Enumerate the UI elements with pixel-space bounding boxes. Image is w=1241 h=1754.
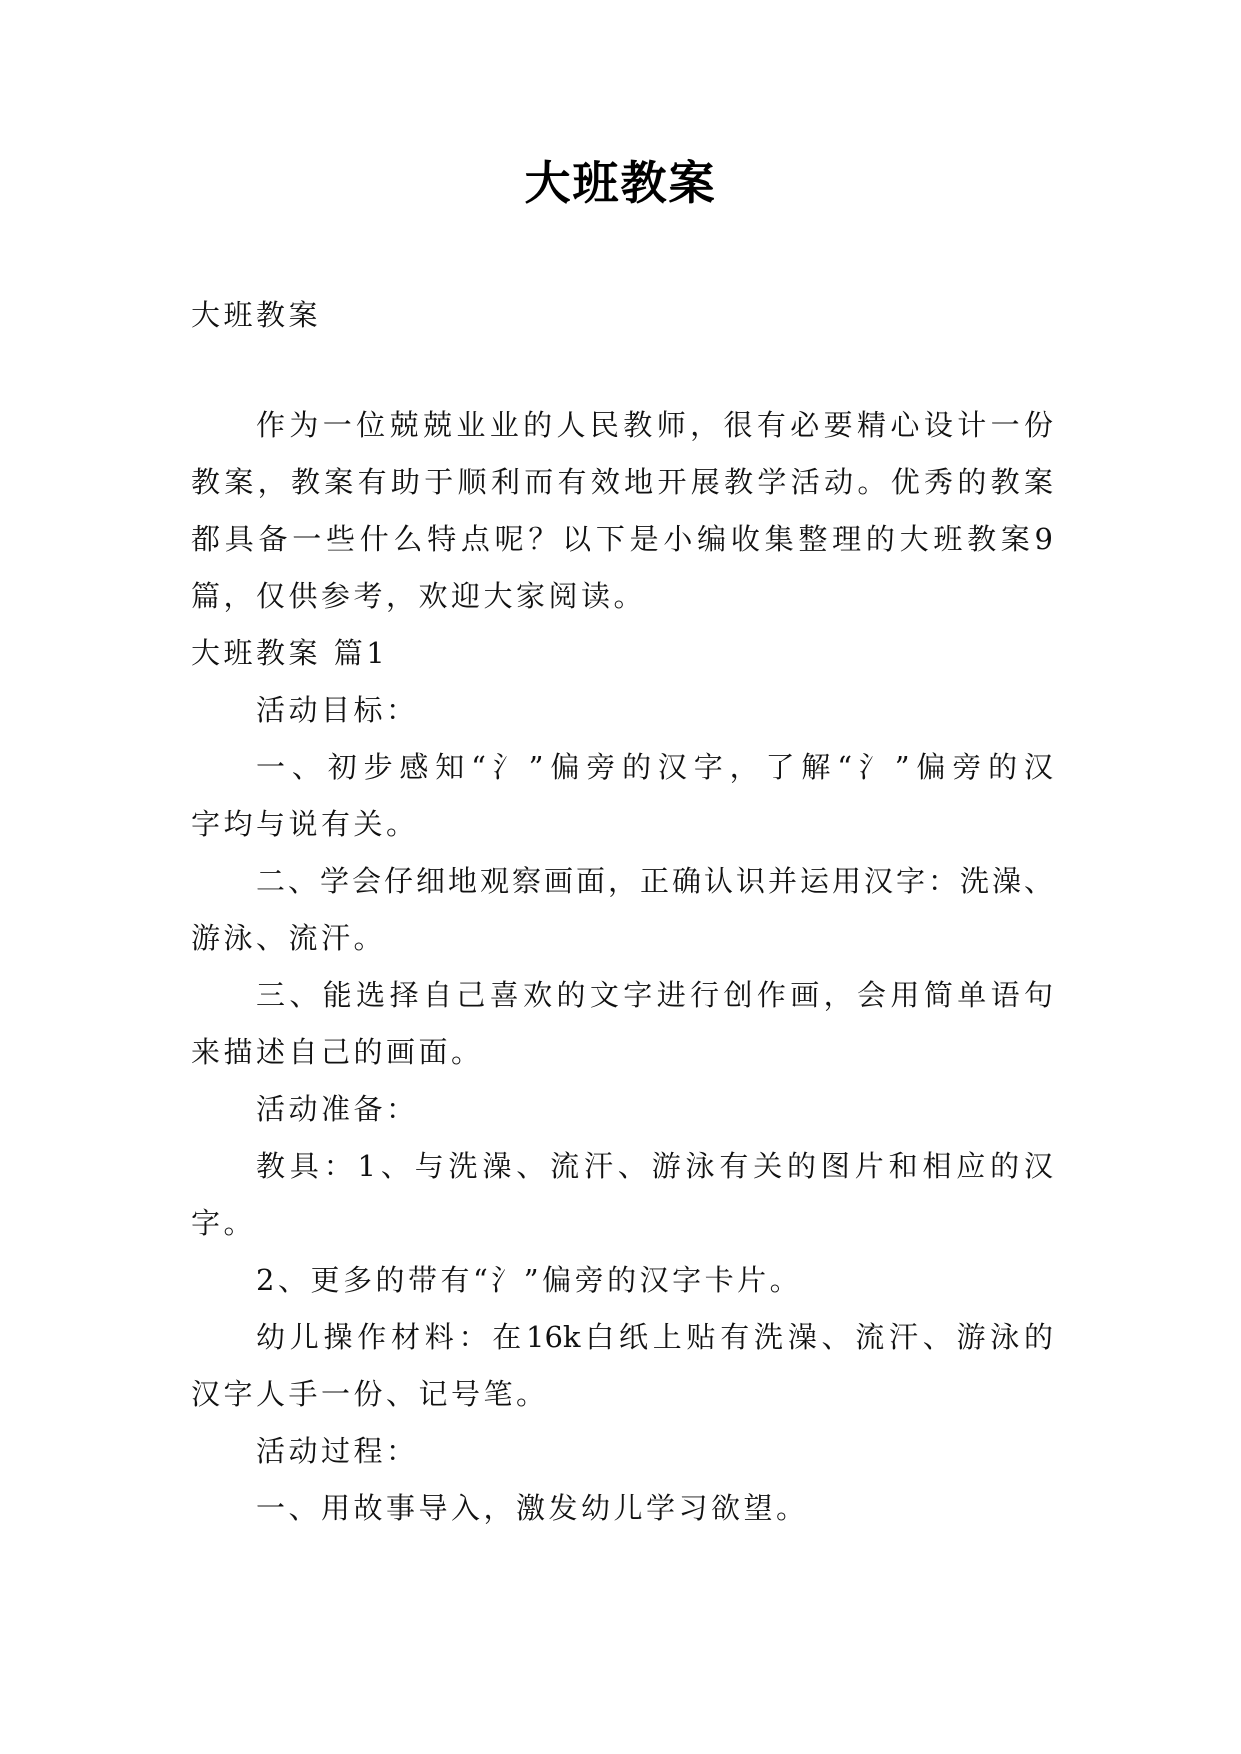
- paragraph-line: 三、能选择自己喜欢的文字进行创作画，会用简单语句: [256, 978, 1053, 1012]
- paragraph-line: 字。: [191, 1206, 257, 1240]
- document-subtitle: 大班教案: [191, 298, 322, 332]
- paragraph-line: 都具备一些什么特点呢？以下是小编收集整理的大班教案9: [191, 522, 1053, 556]
- paragraph-line: 篇，仅供参考，欢迎大家阅读。: [191, 579, 647, 613]
- paragraph-line: 来描述自己的画面。: [191, 1035, 484, 1069]
- section-heading: 大班教案 篇1: [191, 636, 389, 670]
- document-title: 大班教案: [524, 156, 717, 210]
- paragraph-line: 教具：1、与洗澡、流汗、游泳有关的图片和相应的汉: [256, 1149, 1053, 1183]
- paragraph-line: 一、初步感知“氵”偏旁的汉字，了解“氵”偏旁的汉: [256, 750, 1053, 784]
- paragraph-line: 2、更多的带有“氵”偏旁的汉字卡片。: [256, 1263, 803, 1297]
- paragraph-line: 教案，教案有助于顺利而有效地开展教学活动。优秀的教案: [191, 465, 1053, 499]
- paragraph-line: 作为一位兢兢业业的人民教师，很有必要精心设计一份: [256, 408, 1053, 442]
- paragraph-line: 字均与说有关。: [191, 807, 419, 841]
- paragraph-line: 一、用故事导入，激发幼儿学习欲望。: [256, 1491, 809, 1525]
- paragraph-line: 二、学会仔细地观察画面，正确认识并运用汉字：洗澡、: [256, 864, 1053, 898]
- paragraph-line: 活动目标：: [256, 693, 419, 727]
- paragraph-line: 活动准备：: [256, 1092, 419, 1126]
- paragraph-line: 游泳、流汗。: [191, 921, 387, 955]
- paragraph-line: 幼儿操作材料：在16k白纸上贴有洗澡、流汗、游泳的: [256, 1320, 1053, 1354]
- paragraph-line: 活动过程：: [256, 1434, 419, 1468]
- paragraph-line: 汉字人手一份、记号笔。: [191, 1377, 549, 1411]
